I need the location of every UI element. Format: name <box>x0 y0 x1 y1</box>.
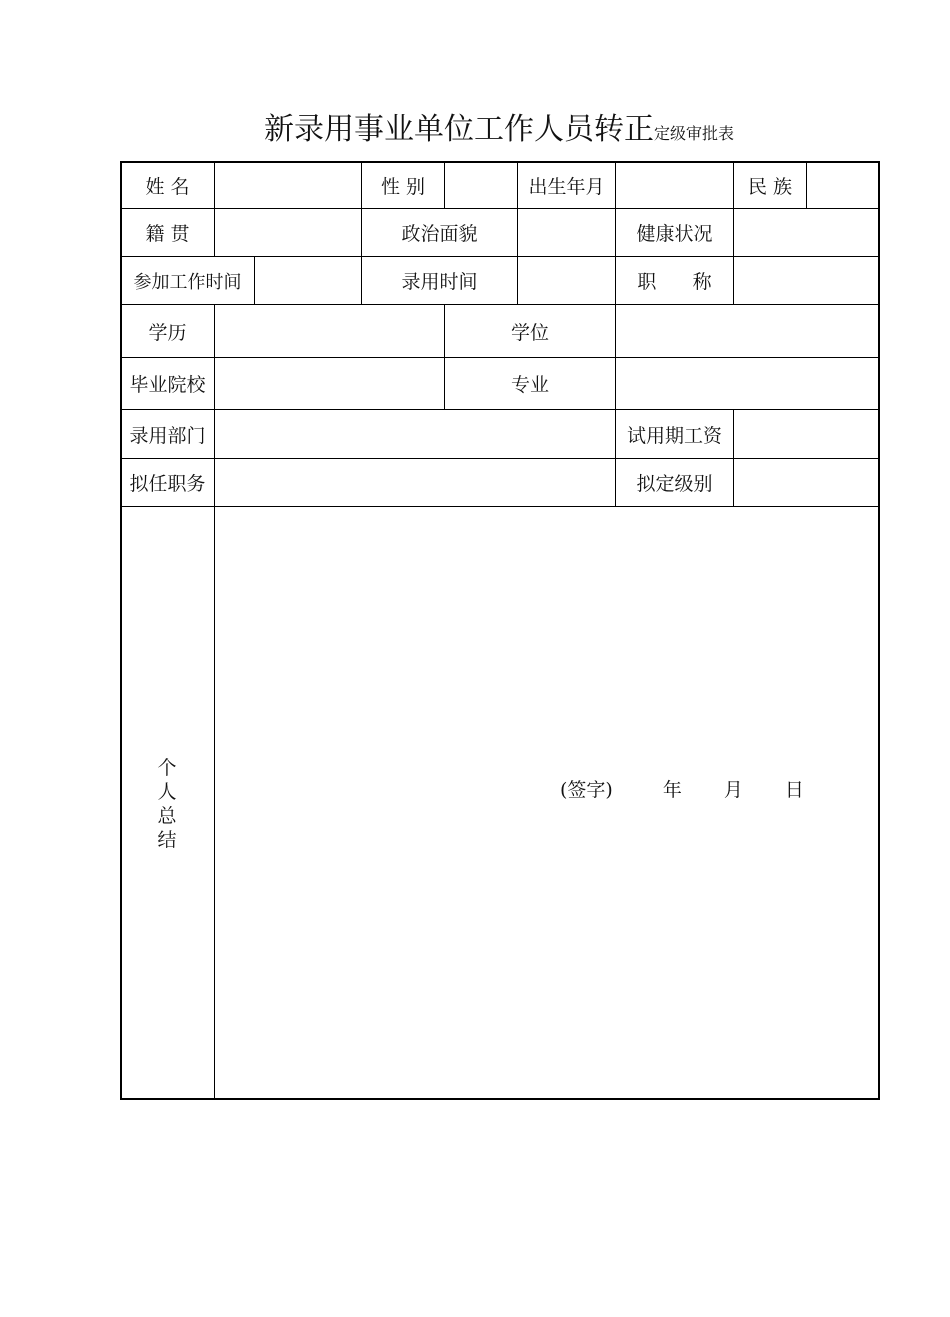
birth-field[interactable] <box>616 163 733 208</box>
ethnicity-field[interactable] <box>807 163 878 208</box>
work-start-field[interactable] <box>255 257 361 304</box>
title-rank-field[interactable] <box>734 257 878 304</box>
form-title-suffix: 定级审批表 <box>653 124 734 143</box>
label-gender: 性 别 <box>380 176 426 198</box>
label-native-place: 籍 贯 <box>145 223 190 245</box>
label-name: 姓 名 <box>145 176 190 198</box>
gender-field[interactable] <box>445 163 517 208</box>
label-ethnicity: 民 族 <box>747 176 793 198</box>
health-field[interactable] <box>734 209 878 256</box>
political-status-field[interactable] <box>518 209 615 256</box>
label-probation-salary: 试用期工资 <box>626 424 722 447</box>
label-political-status: 政治面貌 <box>401 223 478 245</box>
hire-time-field[interactable] <box>518 257 615 304</box>
name-field[interactable] <box>215 163 361 208</box>
label-birth: 出生年月 <box>528 176 605 198</box>
label-department: 录用部门 <box>129 424 206 447</box>
summary-char: 结 <box>157 829 177 851</box>
probation-salary-field[interactable] <box>734 410 878 458</box>
label-title-rank: 职 称 <box>637 271 712 293</box>
school-field[interactable] <box>215 358 444 409</box>
department-field[interactable] <box>215 410 615 458</box>
label-proposed-post: 拟任职务 <box>129 473 206 495</box>
native-place-field[interactable] <box>215 209 361 256</box>
form-title <box>0 104 950 148</box>
proposed-level-field[interactable] <box>734 459 878 506</box>
major-field[interactable] <box>616 358 878 409</box>
degree-field[interactable] <box>616 305 878 357</box>
personal-summary-field[interactable] <box>215 507 878 1098</box>
label-personal-summary <box>152 756 182 852</box>
label-hire-time: 录用时间 <box>401 271 478 293</box>
label-work-start: 参加工作时间 <box>133 271 242 293</box>
summary-char: 人 <box>157 781 177 803</box>
label-major: 专业 <box>510 374 549 396</box>
label-education: 学历 <box>148 321 187 344</box>
education-field[interactable] <box>215 305 444 357</box>
label-school: 毕业院校 <box>129 374 206 396</box>
year-label: 年 <box>662 779 682 801</box>
proposed-post-field[interactable] <box>215 459 615 506</box>
label-health: 健康状况 <box>636 223 713 245</box>
month-label: 月 <box>723 779 743 801</box>
form-title-main: 新录用事业单位工作人员转正 <box>263 112 654 147</box>
day-label: 日 <box>784 779 804 801</box>
summary-char: 总 <box>157 805 177 827</box>
label-degree: 学位 <box>510 321 549 344</box>
summary-char: 个 <box>157 757 177 779</box>
signature-label: (签字) <box>560 779 613 801</box>
label-proposed-level: 拟定级别 <box>636 473 713 495</box>
signature-line <box>560 775 804 802</box>
